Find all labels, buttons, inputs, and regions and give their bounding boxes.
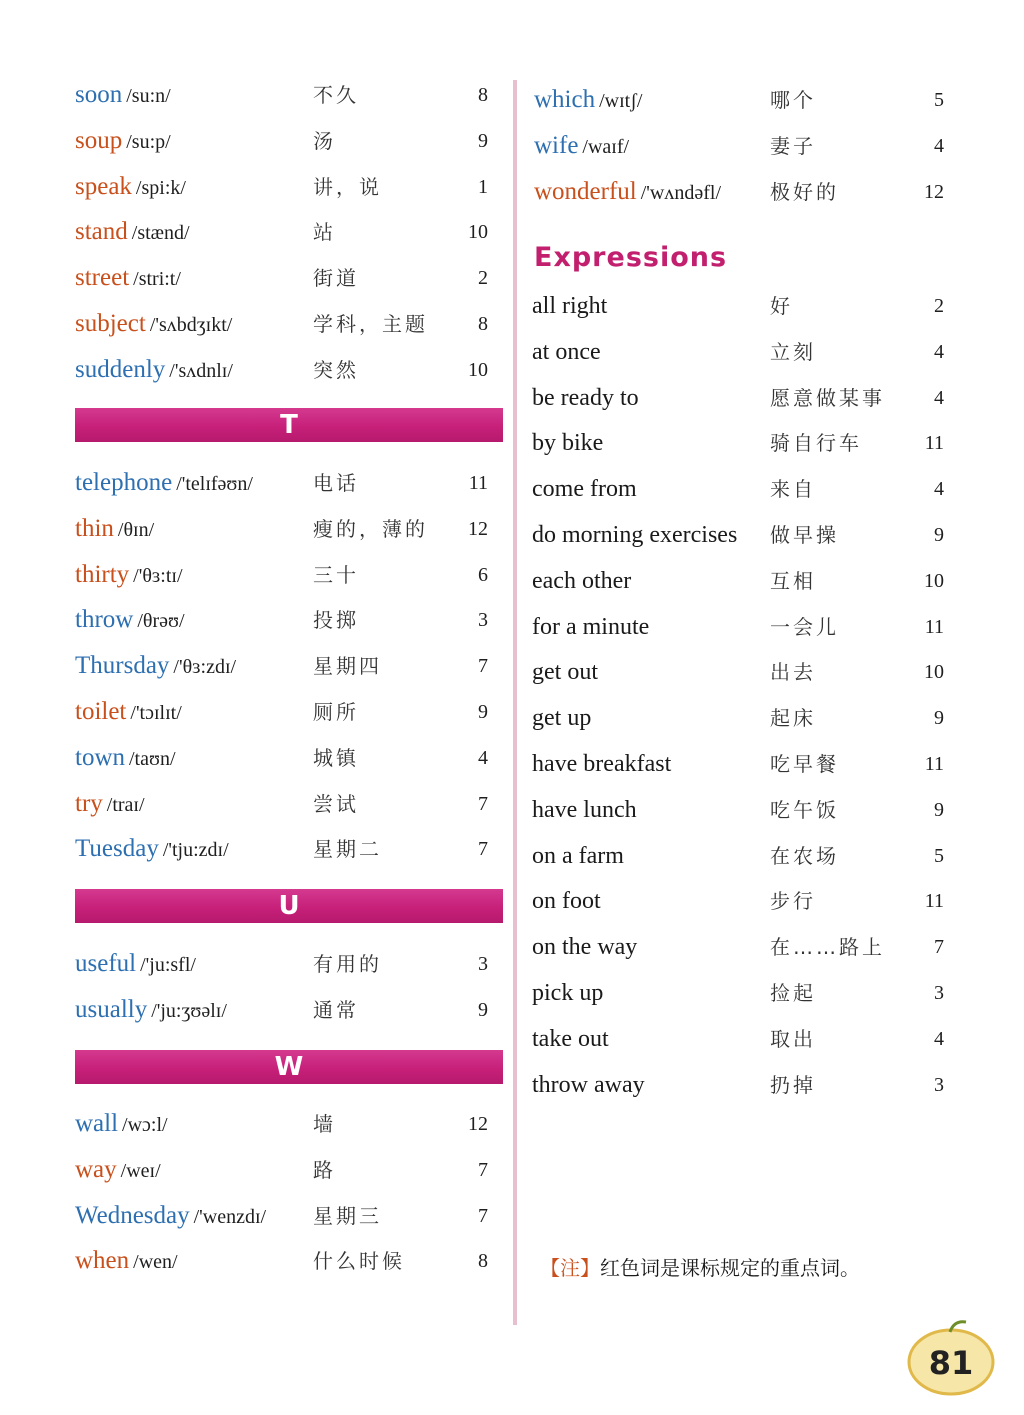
vocab-unit-number: 7 — [478, 1158, 488, 1181]
vocab-word-group — [75, 258, 181, 299]
vocab-unit-number: 9 — [478, 129, 488, 152]
expression-meaning: 在农场 — [770, 843, 839, 868]
vocab-word-group — [75, 646, 236, 687]
expression-unit-number: 11 — [924, 890, 944, 913]
vocab-entry — [0, 990, 512, 1030]
expression-entry — [516, 561, 1024, 601]
vocab-word-group — [75, 1196, 266, 1237]
vocab-entry — [0, 555, 512, 595]
vocab-phonetic: /'θɜ:zdɪ/ — [173, 656, 237, 679]
expression-meaning: 做早操 — [770, 523, 839, 547]
vocab-meaning: 星期二 — [313, 837, 382, 862]
vocab-word: which — [534, 86, 596, 113]
vocab-word-group — [75, 75, 171, 116]
vocab-meaning: 电话 — [313, 471, 359, 495]
vocab-unit-number: 8 — [478, 313, 488, 335]
vocab-word-group — [75, 463, 253, 504]
expression-meaning: 骑自行车 — [770, 431, 862, 456]
expression-entry — [516, 286, 1024, 326]
vocab-meaning: 厕所 — [313, 700, 359, 724]
expression-phrase: at once — [532, 338, 601, 365]
vocab-entry — [0, 1150, 512, 1190]
expression-meaning: 吃午饭 — [770, 797, 839, 822]
vocab-word: when — [75, 1247, 130, 1275]
expression-entry — [516, 469, 1024, 509]
vocab-word: toilet — [75, 698, 127, 725]
vocab-meaning: 站 — [313, 220, 336, 245]
vocab-entry — [0, 1241, 512, 1281]
vocab-entry — [0, 121, 512, 161]
vocab-unit-number: 4 — [934, 134, 944, 157]
vocab-entry — [516, 126, 1024, 166]
vocab-entry — [0, 509, 512, 549]
vocab-word-group — [75, 212, 190, 253]
vocab-word-group — [75, 1104, 168, 1145]
vocab-meaning: 街道 — [313, 266, 359, 291]
vocab-phonetic: /traɪ/ — [106, 793, 145, 816]
vocab-entry — [0, 258, 512, 298]
expression-meaning: 互相 — [770, 568, 816, 593]
vocab-entry — [0, 692, 512, 732]
vocab-entry — [0, 1196, 512, 1236]
vocab-meaning: 有用的 — [313, 952, 382, 976]
expression-unit-number: 9 — [934, 707, 944, 730]
vocab-meaning: 极好的 — [770, 179, 839, 204]
vocab-entry — [0, 304, 512, 344]
expression-unit-number: 4 — [934, 1027, 944, 1050]
vocab-phonetic: /wɔ:l/ — [122, 1114, 168, 1136]
expression-phrase: on the way — [532, 934, 638, 961]
vocab-phonetic: /'ju:ʒʊəlɪ/ — [151, 999, 227, 1022]
vocab-word-group — [75, 600, 185, 641]
expression-unit-number: 4 — [934, 386, 944, 409]
vocab-meaning: 城镇 — [313, 745, 359, 770]
vocab-word: town — [75, 743, 125, 771]
vocab-unit-number: 9 — [478, 701, 488, 723]
expression-meaning: 捡起 — [770, 981, 816, 1005]
vocab-entry — [0, 1104, 512, 1144]
vocab-word: wonderful — [534, 177, 637, 205]
expression-entry — [516, 378, 1024, 418]
expression-phrase: for a minute — [532, 613, 650, 640]
vocab-word: street — [75, 264, 130, 292]
expression-unit-number: 3 — [934, 982, 944, 1004]
vocab-meaning: 路 — [313, 1157, 336, 1182]
expression-unit-number: 7 — [934, 936, 944, 959]
vocab-entry — [0, 350, 512, 390]
vocab-entry — [0, 463, 512, 503]
vocab-phonetic: /spi:k/ — [135, 176, 186, 199]
vocab-entry — [516, 80, 1024, 120]
vocab-phonetic: /wen/ — [133, 1251, 178, 1274]
vocab-unit-number: 7 — [478, 655, 488, 678]
expression-phrase: on a farm — [532, 842, 624, 869]
vocab-word: throw — [75, 606, 134, 634]
vocab-phonetic: /stri:t/ — [133, 268, 181, 291]
vocab-phonetic: /su:n/ — [126, 85, 171, 107]
vocab-word-group — [75, 1150, 161, 1191]
vocab-phonetic: /'wenzdɪ/ — [193, 1205, 267, 1228]
expression-entry — [516, 973, 1024, 1013]
vocab-unit-number: 10 — [468, 221, 488, 244]
vocab-unit-number: 8 — [478, 84, 488, 106]
vocab-unit-number: 9 — [478, 998, 488, 1021]
vocab-unit-number: 7 — [478, 792, 488, 815]
vocab-phonetic: /su:p/ — [126, 130, 171, 153]
vocab-unit-number: 12 — [468, 1113, 488, 1135]
expression-phrase: throw away — [532, 1071, 645, 1098]
vocab-word-group — [75, 167, 186, 208]
vocab-phonetic: /'wʌndəfl/ — [640, 181, 722, 204]
vocab-word: try — [75, 789, 103, 817]
vocab-meaning: 三十 — [313, 562, 359, 587]
vocab-word-group — [75, 990, 227, 1031]
vocab-phonetic: /'θɜ:tɪ/ — [133, 564, 183, 587]
expression-entry — [516, 790, 1024, 830]
vocab-word-group — [75, 555, 183, 596]
vocab-entry — [0, 600, 512, 640]
expression-meaning: 来自 — [770, 477, 816, 502]
vocab-phonetic: /θɪn/ — [117, 518, 155, 541]
vocab-meaning: 投掷 — [313, 608, 359, 633]
letter-section-header: W — [75, 1050, 503, 1084]
vocab-word: Tuesday — [75, 835, 159, 863]
expression-meaning: 一会儿 — [770, 614, 839, 639]
vocab-unit-number: 12 — [924, 180, 944, 203]
page-number: 81 — [928, 1344, 974, 1382]
note-label: 【注】 — [540, 1256, 600, 1280]
vocab-entry — [0, 944, 512, 984]
vocab-word: stand — [75, 218, 128, 246]
expression-unit-number: 9 — [934, 524, 944, 546]
vocab-entry — [0, 646, 512, 686]
vocab-word-group — [75, 1241, 178, 1282]
letter-section-header: U — [75, 889, 503, 923]
expression-meaning: 出去 — [770, 660, 816, 685]
vocab-phonetic: /'ju:sfl/ — [140, 954, 196, 976]
vocab-entry — [0, 738, 512, 778]
vocab-entry — [0, 829, 512, 869]
expression-unit-number: 2 — [934, 295, 944, 317]
expression-entry — [516, 332, 1024, 372]
expression-meaning: 吃早餐 — [770, 752, 839, 776]
vocab-meaning: 突然 — [313, 357, 359, 382]
vocab-entry — [516, 172, 1024, 212]
vocab-meaning: 星期三 — [313, 1203, 382, 1228]
vocab-word: thin — [75, 514, 114, 542]
vocab-meaning: 哪个 — [770, 88, 816, 112]
vocab-word-group — [75, 784, 145, 825]
expression-entry — [516, 1019, 1024, 1059]
vocab-unit-number: 6 — [478, 563, 488, 586]
vocab-word: soon — [75, 81, 123, 108]
vocab-meaning: 星期四 — [313, 654, 382, 679]
expression-phrase: have breakfast — [532, 751, 672, 777]
vocab-phonetic: /waɪf/ — [582, 135, 630, 158]
vocab-word-group — [75, 944, 196, 985]
expression-entry — [516, 698, 1024, 738]
expression-phrase: pick up — [532, 980, 604, 1006]
expression-entry — [516, 1065, 1024, 1105]
vocab-word: wall — [75, 1110, 119, 1137]
vocab-phonetic: /'telɪfəʊn/ — [176, 473, 253, 495]
vocab-word: subject — [75, 310, 146, 337]
expression-phrase: come from — [532, 476, 637, 503]
expression-meaning: 在……路上 — [770, 935, 885, 960]
vocab-word: Thursday — [75, 652, 170, 680]
vocab-phonetic: /'sʌdnlɪ/ — [169, 359, 233, 382]
vocab-unit-number: 2 — [478, 267, 488, 290]
letter-section-header: T — [75, 408, 503, 442]
expression-unit-number: 4 — [934, 340, 944, 363]
vocab-word-group — [534, 80, 642, 121]
vocab-meaning: 什么时候 — [313, 1249, 405, 1274]
expression-entry — [516, 515, 1024, 555]
page-number-badge — [906, 1318, 996, 1396]
vocab-meaning: 学科，主题 — [313, 312, 428, 336]
vocab-word: Wednesday — [75, 1201, 190, 1229]
vocab-word-group — [534, 126, 629, 167]
expression-entry — [516, 881, 1024, 921]
vocab-unit-number: 1 — [478, 175, 488, 198]
expression-meaning: 取出 — [770, 1026, 816, 1051]
vocab-word-group — [75, 738, 176, 779]
expression-meaning: 立刻 — [770, 339, 816, 364]
vocab-word: soup — [75, 126, 123, 154]
expression-phrase: on foot — [532, 888, 601, 915]
vocab-word: useful — [75, 950, 137, 977]
vocab-word-group — [534, 172, 721, 213]
vocab-word-group — [75, 509, 154, 550]
vocab-meaning: 讲，说 — [313, 174, 382, 199]
expression-entry — [516, 836, 1024, 876]
vocab-phonetic: /weɪ/ — [120, 1159, 161, 1182]
expression-meaning: 起床 — [770, 706, 816, 731]
expression-unit-number: 9 — [934, 798, 944, 821]
vocab-word: telephone — [75, 469, 173, 496]
expression-meaning: 扔掉 — [770, 1072, 816, 1097]
vocab-word-group — [75, 304, 232, 345]
vocab-phonetic: /taʊn/ — [129, 747, 176, 770]
vocab-phonetic: /'tju:zdɪ/ — [162, 839, 229, 862]
vocab-word: suddenly — [75, 355, 166, 383]
vocab-meaning: 不久 — [313, 83, 359, 107]
expression-unit-number: 10 — [924, 569, 944, 592]
expression-unit-number: 4 — [934, 478, 944, 501]
vocab-word: usually — [75, 995, 148, 1023]
note-text: 红色词是课标规定的重点词。 — [600, 1256, 860, 1280]
vocab-unit-number: 8 — [478, 1250, 488, 1273]
expression-phrase: get out — [532, 659, 598, 686]
expression-meaning: 好 — [770, 294, 793, 318]
vocab-word: speak — [75, 172, 132, 200]
vocab-unit-number: 3 — [478, 953, 488, 975]
expression-phrase: do morning exercises — [532, 522, 738, 548]
vocab-phonetic: /stænd/ — [131, 222, 190, 245]
vocab-meaning: 汤 — [313, 128, 336, 153]
vocab-word-group — [75, 121, 171, 162]
vocab-meaning: 通常 — [313, 997, 359, 1022]
vocab-unit-number: 10 — [468, 358, 488, 381]
vocab-word-group — [75, 692, 182, 733]
vocab-unit-number: 7 — [478, 1204, 488, 1227]
vocab-entry — [0, 167, 512, 207]
expression-unit-number: 5 — [934, 844, 944, 867]
expression-unit-number: 11 — [924, 753, 944, 775]
expression-entry — [516, 607, 1024, 647]
vocab-phonetic: /θrəʊ/ — [137, 610, 185, 633]
vocab-word: way — [75, 1155, 117, 1183]
expression-phrase: each other — [532, 567, 632, 594]
expression-phrase: all right — [532, 293, 608, 319]
expression-phrase: be ready to — [532, 384, 639, 411]
vocab-meaning: 尝试 — [313, 791, 359, 816]
vocab-meaning: 墙 — [313, 1112, 336, 1136]
expression-entry — [516, 423, 1024, 463]
vocab-phonetic: /'tɔɪlɪt/ — [130, 702, 182, 724]
expression-entry — [516, 927, 1024, 967]
vocab-unit-number: 4 — [478, 746, 488, 769]
vocab-word: wife — [534, 131, 579, 159]
expression-entry — [516, 652, 1024, 692]
vocab-phonetic: /'sʌbdʒɪkt/ — [149, 314, 233, 336]
vocab-entry — [0, 784, 512, 824]
vocab-meaning: 妻子 — [770, 133, 816, 158]
expression-unit-number: 3 — [934, 1073, 944, 1096]
vocab-phonetic: /wɪtʃ/ — [599, 90, 643, 112]
expression-unit-number: 11 — [924, 432, 944, 455]
vocab-unit-number: 12 — [468, 517, 488, 540]
expression-unit-number: 11 — [924, 615, 944, 638]
vocab-entry — [0, 75, 512, 115]
vocab-unit-number: 5 — [934, 89, 944, 111]
vocab-unit-number: 7 — [478, 838, 488, 861]
expression-phrase: by bike — [532, 430, 604, 457]
expression-meaning: 步行 — [770, 889, 816, 914]
vocab-unit-number: 11 — [468, 472, 488, 494]
vocab-unit-number: 3 — [478, 609, 488, 632]
vocab-entry — [0, 212, 512, 252]
vocab-word-group — [75, 829, 229, 870]
footnote — [540, 1252, 860, 1281]
expression-phrase: take out — [532, 1025, 609, 1052]
expression-unit-number: 10 — [924, 661, 944, 684]
vocab-word-group — [75, 350, 233, 391]
expression-meaning: 愿意做某事 — [770, 385, 885, 410]
vocab-meaning: 瘦的，薄的 — [313, 516, 428, 541]
expression-phrase: have lunch — [532, 796, 637, 823]
expression-phrase: get up — [532, 705, 592, 732]
vocab-word: thirty — [75, 560, 130, 588]
expression-entry — [516, 744, 1024, 784]
expressions-heading: Expressions — [534, 242, 728, 273]
